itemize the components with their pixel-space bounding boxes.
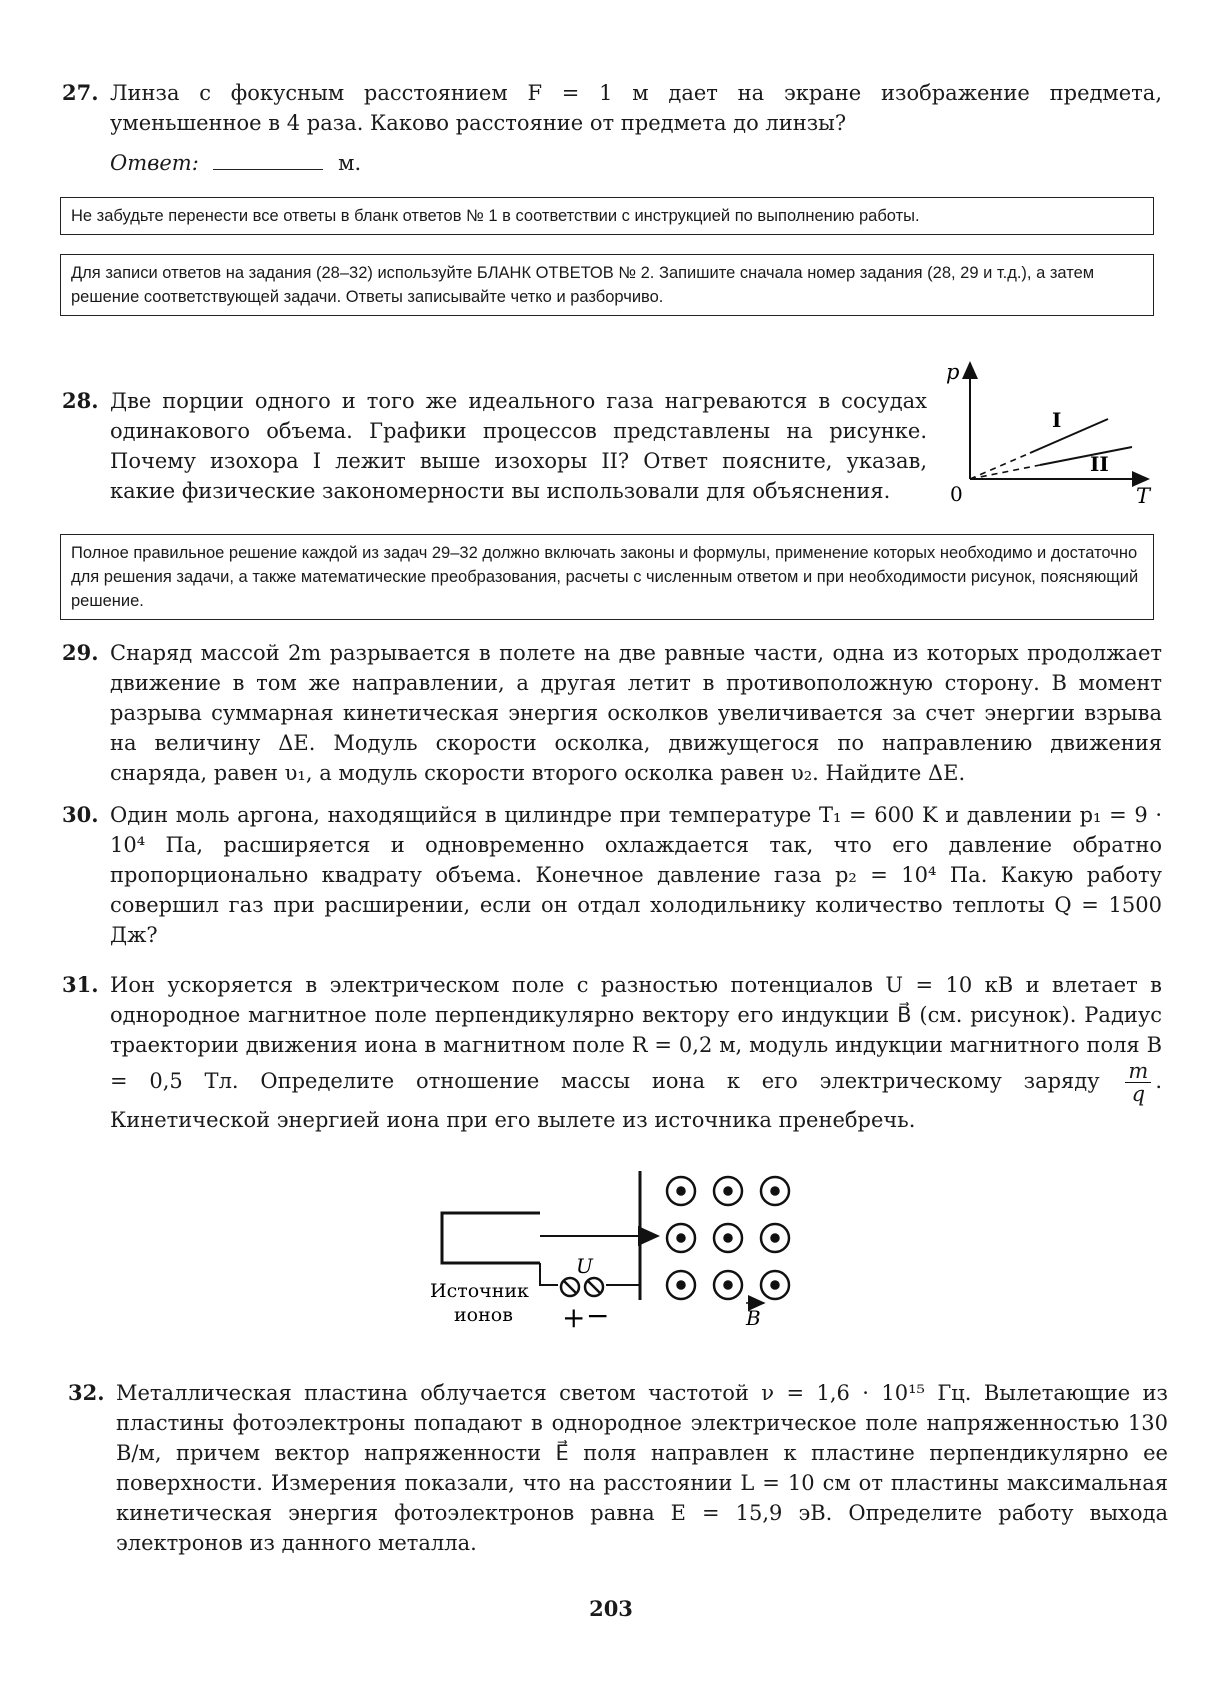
- note-full-solution: Полное правильное решение каждой из задач 29–32 должно включать законы и формулы, применение которых необходимо и достаточно для решения задачи, а также математические преобразования, расчеты с численным ответом и при необходимости рисунок, поясняющий решение.: [60, 534, 1154, 620]
- problem-30-number: 30.: [62, 802, 99, 827]
- page-number: 203: [589, 1596, 633, 1621]
- problem-32: [68, 1378, 1168, 1558]
- problem-29-text: Снаряд массой 2m разрывается в полете на две равные части, одна из которых продолжает движение в том же направлении, а другая летит в противоположную сторону. В момент разрыва суммарная кинетическая энергия осколков увеличивается за счет энергии взрыва на величину ΔE. Модуль скорости осколка, движущегося по направлению движения снаряда, равен υ₁, а модуль скорости второго осколка равен υ₂. Найдите ΔE.: [110, 641, 1162, 785]
- problem-31-text: [110, 970, 1162, 1135]
- plus-sign: +: [562, 1301, 586, 1334]
- problem-31-number: 31.: [62, 972, 99, 997]
- terminal-plus-slash: [563, 1280, 577, 1294]
- graph-origin: 0: [950, 482, 963, 505]
- fraction-numerator: m: [1125, 1060, 1151, 1083]
- problem-27-text: Линза с фокусным расстоянием F = 1 м дает на экране изображение предмета, уменьшенное в 4 раза. Каково расстояние от предмета до линзы?: [110, 81, 1162, 135]
- graph-x-label: T: [1136, 484, 1151, 505]
- problem-32-text: Металлическая пластина облучается светом частотой ν = 1,6 · 10¹⁵ Гц. Вылетающие из пластины фотоэлектроны попадают в однородное электрическое поле напряженностью 130 В/м, причем вектор напряженности E⃗ поля направлен к пластине перпендикулярно ее поверхности. Измерения показали, что на расстоянии L = 10 см от пластины максимальная кинетическая энергия фотоэлектронов равна E = 15,9 эВ. Определите работу выхода электронов из данного металла.: [116, 1381, 1168, 1555]
- note-transfer-answers: Не забудьте перенести все ответы в бланк ответов № 1 в соответствии с инструкцией по выполнению работы.: [60, 197, 1154, 235]
- graph-line-I-dashed: [970, 453, 1030, 479]
- graph-line-II-dashed: [970, 465, 1040, 479]
- problem-27-number: 27.: [62, 80, 99, 105]
- isochore-graph: [940, 355, 1160, 505]
- problem-28-number: 28.: [62, 388, 99, 413]
- graph-label-I: I: [1052, 408, 1062, 432]
- minus-sign: −: [586, 1299, 610, 1332]
- graph-line-II: [1040, 447, 1132, 465]
- graph-y-label: p: [946, 360, 960, 384]
- problem-30: [62, 800, 1162, 950]
- problem-28-text: Две порции одного и того же идеального газа нагреваются в сосудах одинакового объема. Графики процессов представлены на рисунке. Почему изохора I лежит выше изохоры II? Ответ поясните, указав, какие физические закономерности вы использовали для объяснения.: [110, 389, 927, 503]
- ion-source-box: [442, 1213, 540, 1263]
- voltage-label: U: [576, 1254, 593, 1278]
- circuit-wire: [540, 1263, 558, 1285]
- magnetic-field-dots: [667, 1177, 789, 1299]
- graph-line-I: [1030, 419, 1108, 453]
- problem-30-text: Один моль аргона, находящийся в цилиндре при температуре T₁ = 600 K и давлении p₁ = 9 · 10⁴ Па, расширяется и одновременно охлаждается так, что его давление обратно пропорционально квадрату объема. Конечное давление газа p₂ = 10⁴ Па. Какую работу совершил газ при расширении, если он отдал холодильнику количество теплоты Q = 1500 Дж?: [110, 803, 1162, 947]
- answer-blank[interactable]: [213, 149, 323, 170]
- answer-unit: м.: [338, 151, 362, 175]
- problem-31: [62, 970, 1162, 1135]
- problem-27-answer: [110, 148, 1162, 178]
- source-label-2: ионов: [454, 1304, 513, 1326]
- mass-charge-fraction: [1125, 1060, 1151, 1105]
- problem-29: [62, 638, 1162, 788]
- field-label: B: [746, 1306, 761, 1330]
- ion-source-figure: [430, 1165, 810, 1350]
- problem-29-number: 29.: [62, 640, 99, 665]
- problem-28: [62, 386, 927, 506]
- problem-31-main-text: Ион ускоряется в электрическом поле с разностью потенциалов U = 10 кВ и влетает в однородное магнитное поле перпендикулярно вектору его индукции B⃗ (см. рисунок). Радиус траектории движения иона в магнитном поле R = 0,2 м, модуль индукции магнитного поля B = 0,5 Тл. Определите отношение массы иона к его электрическому заряду: [110, 973, 1162, 1093]
- terminal-minus-slash: [587, 1280, 601, 1294]
- problem-31-text-after: . Кинетической энергией иона при его вылете из источника пренебречь.: [110, 1069, 1162, 1132]
- problem-32-number: 32.: [68, 1380, 105, 1405]
- fraction-denominator: q: [1131, 1082, 1146, 1106]
- source-label-1: Источник: [430, 1280, 529, 1302]
- note-answer-form-2: Для записи ответов на задания (28–32) используйте БЛАНК ОТВЕТОВ № 2. Запишите сначала номер задания (28, 29 и т.д.), а затем решение соответствующей задачи. Ответы записывайте четко и разборчиво.: [60, 254, 1154, 316]
- answer-label: Ответ:: [110, 151, 199, 175]
- graph-label-II: II: [1090, 452, 1109, 476]
- problem-27: [62, 78, 1162, 178]
